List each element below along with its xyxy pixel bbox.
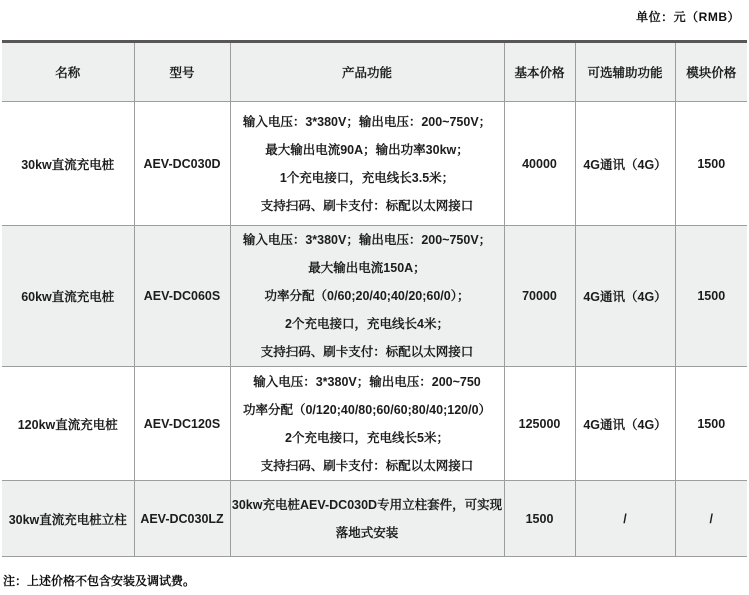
product-name-cell: 30kw直流充电桩立柱 (2, 481, 134, 557)
col-header-name: 名称 (2, 42, 134, 102)
features-cell (230, 102, 504, 226)
table-row (2, 226, 747, 367)
feature-line: 2个充电接口，充电线长4米； (285, 317, 449, 331)
feature-line: 30kw充电桩AEV-DC030D专用立柱套件，可实现落地式安装 (231, 497, 503, 540)
features-cell (230, 226, 504, 367)
table-row (2, 102, 747, 226)
header-row (2, 42, 747, 102)
module-price-cell: 1500 (675, 367, 747, 481)
model-cell: AEV-DC120S (134, 367, 230, 481)
feature-line: 2个充电接口，充电线长5米； (285, 430, 449, 445)
price-table (2, 40, 747, 557)
feature-line: 功率分配（0/120;40/80;60/60;80/40;120/0） (242, 402, 492, 417)
feature-line: 支持扫码、刷卡支付：标配以太网接口 (260, 458, 474, 473)
footnote: 注：上述价格不包含安装及调试费。 (3, 574, 196, 588)
base-price-cell: 70000 (504, 226, 575, 367)
product-name-cell: 30kw直流充电桩 (2, 102, 134, 226)
features-cell (230, 367, 504, 481)
model-cell: AEV-DC060S (134, 226, 230, 367)
base-price-cell: 125000 (504, 367, 575, 481)
feature-line: 功率分配（0/60;20/40;40/20;60/0）； (264, 289, 470, 303)
feature-line: 支持扫码、刷卡支付：标配以太网接口 (260, 198, 474, 213)
aux-feature-cell: 4G通讯（4G） (575, 226, 675, 367)
feature-line: 最大输出电流150A； (308, 261, 426, 275)
col-header-aux-feature: 可选辅助功能 (575, 42, 675, 102)
feature-line: 输入电压：3*380V；输出电压：200~750V； (242, 114, 492, 129)
module-price-cell: / (675, 481, 747, 557)
col-header-features: 产品功能 (230, 42, 504, 102)
model-cell: AEV-DC030LZ (134, 481, 230, 557)
base-price-cell: 40000 (504, 102, 575, 226)
col-header-model: 型号 (134, 42, 230, 102)
aux-feature-cell: 4G通讯（4G） (575, 102, 675, 226)
product-name-cell: 120kw直流充电桩 (2, 367, 134, 481)
product-name-cell: 60kw直流充电桩 (2, 226, 134, 367)
col-header-module-price: 模块价格 (675, 42, 747, 102)
feature-line: 支持扫码、刷卡支付：标配以太网接口 (260, 345, 474, 359)
model-cell: AEV-DC030D (134, 102, 230, 226)
feature-line: 1个充电接口，充电线长3.5米； (279, 170, 455, 185)
table-row (2, 481, 747, 557)
module-price-cell: 1500 (675, 102, 747, 226)
feature-line: 输入电压：3*380V；输出电压：200~750 (253, 374, 481, 389)
col-header-base-price: 基本价格 (504, 42, 575, 102)
aux-feature-cell: / (575, 481, 675, 557)
table-row (2, 367, 747, 481)
unit-label: 单位：元（RMB） (636, 10, 740, 24)
feature-line: 输入电压：3*380V；输出电压：200~750V； (242, 233, 492, 247)
module-price-cell: 1500 (675, 226, 747, 367)
feature-line: 最大输出电流90A；输出功率30kw； (265, 142, 469, 157)
base-price-cell: 1500 (504, 481, 575, 557)
aux-feature-cell: 4G通讯（4G） (575, 367, 675, 481)
features-cell (230, 481, 504, 557)
